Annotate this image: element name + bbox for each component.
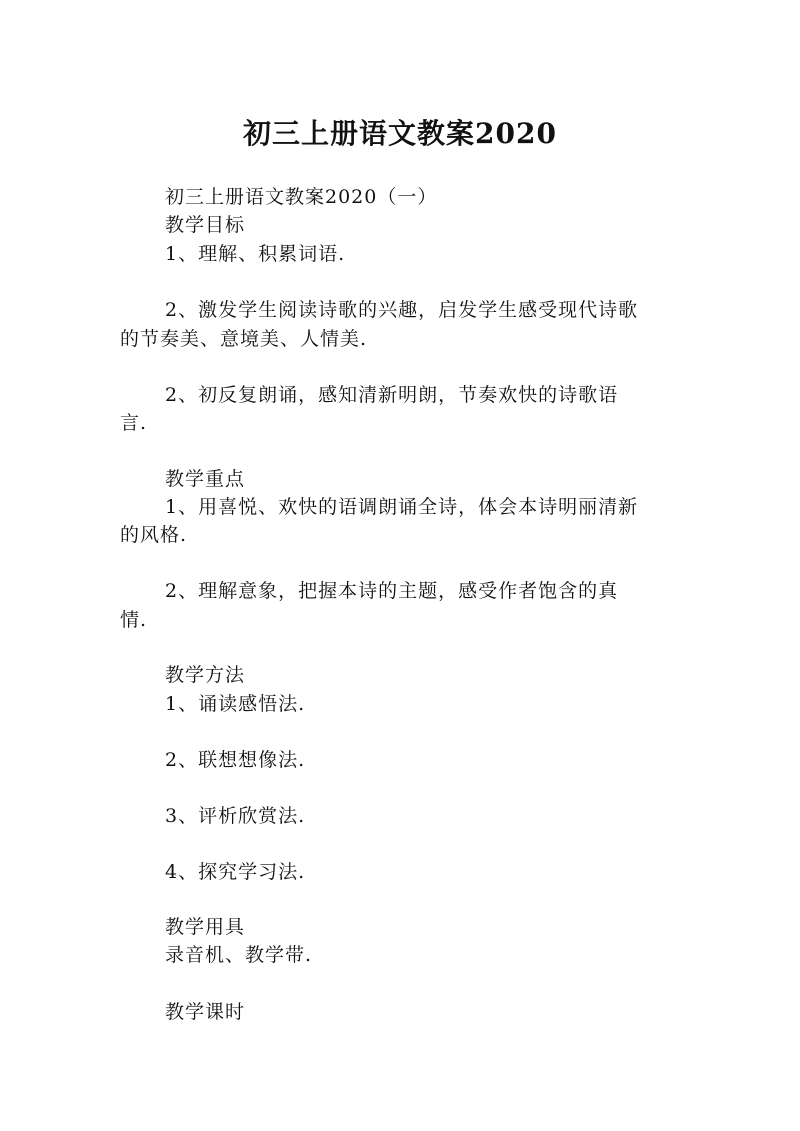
methods-item-4: 4、探究学习法. — [165, 861, 306, 883]
tools-heading: 教学用具 — [165, 916, 246, 938]
document-title: 初三上册语文教案2020 — [243, 117, 557, 150]
key-points-heading: 教学重点 — [165, 468, 246, 490]
objectives-item-1: 1、理解、积累词语. — [165, 243, 346, 265]
objectives-item-2-line-2: 的节奏美、意境美、人情美. — [120, 328, 368, 350]
key-points-item-1-line-1: 1、用喜悦、欢快的语调朗诵全诗，体会本诗明丽清新 — [165, 496, 639, 518]
objectives-item-3-line-2: 言. — [120, 412, 148, 434]
document-subtitle: 初三上册语文教案2020（一） — [165, 186, 438, 208]
periods-heading: 教学课时 — [165, 1001, 246, 1023]
objectives-heading: 教学目标 — [165, 214, 246, 236]
methods-item-1: 1、诵读感悟法. — [165, 693, 306, 715]
methods-item-3: 3、评析欣赏法. — [165, 805, 306, 827]
key-points-item-2-line-1: 2、理解意象，把握本诗的主题，感受作者饱含的真 — [165, 580, 619, 602]
objectives-item-2-line-1: 2、激发学生阅读诗歌的兴趣，启发学生感受现代诗歌 — [165, 299, 639, 321]
objectives-item-3-line-1: 2、初反复朗诵，感知清新明朗，节奏欢快的诗歌语 — [165, 384, 619, 406]
key-points-item-2-line-2: 情. — [120, 609, 148, 631]
key-points-item-1-line-2: 的风格. — [120, 524, 188, 546]
methods-heading: 教学方法 — [165, 664, 246, 686]
methods-item-2: 2、联想想像法. — [165, 749, 306, 771]
tools-content: 录音机、教学带. — [165, 944, 313, 966]
